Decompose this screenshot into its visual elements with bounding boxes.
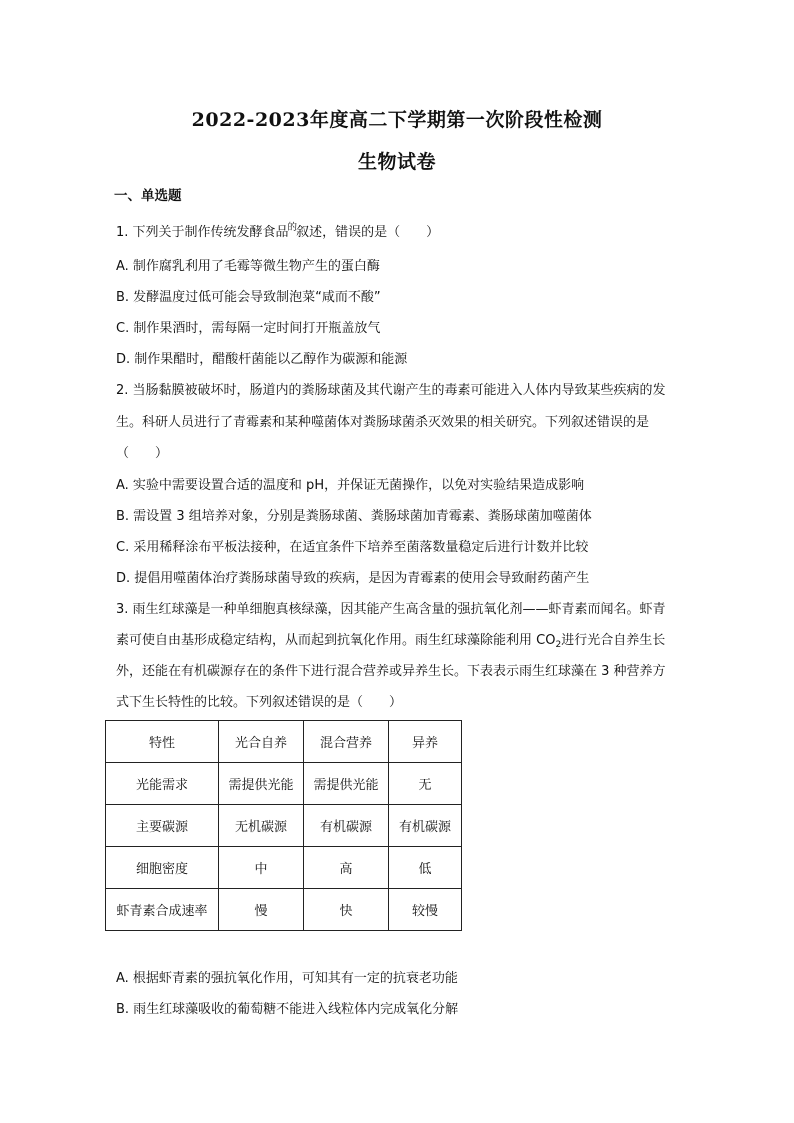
table-cell: 主要碳源 <box>106 805 219 847</box>
question-1-option-c[interactable]: C. 制作果酒时，需每隔一定时间打开瓶盖放气 <box>116 321 381 336</box>
question-3-option-a[interactable]: A. 根据虾青素的强抗氧化作用，可知其有一定的抗衰老功能 <box>116 971 458 986</box>
table-cell: 低 <box>389 847 462 889</box>
exam-subtitle: 生物试卷 <box>357 151 436 173</box>
table-cell: 有机碳源 <box>389 805 462 847</box>
question-3-stem-line-4: 式下生长特性的比较。下列叙述错误的是（ ） <box>116 695 403 710</box>
table-header-cell: 光合自养 <box>219 721 304 763</box>
growth-traits-table <box>105 720 462 931</box>
section-heading: 一、单选题 <box>114 188 182 204</box>
question-1-option-a[interactable]: A. 制作腐乳利用了毛霉等微生物产生的蛋白酶 <box>116 259 380 274</box>
table-row <box>106 847 462 889</box>
question-2-option-b[interactable]: B. 需设置 3 组培养对象，分别是粪肠球菌、粪肠球菌加青霉素、粪肠球菌加噬菌体 <box>116 509 592 524</box>
question-3-option-b[interactable]: B. 雨生红球藻吸收的葡萄糖不能进入线粒体内完成氧化分解 <box>116 1002 459 1017</box>
question-2-option-d[interactable]: D. 提倡用噬菌体治疗粪肠球菌导致的疾病，是因为青霉素的使用会导致耐药菌产生 <box>116 571 590 586</box>
table-cell: 有机碳源 <box>304 805 389 847</box>
table-row <box>106 763 462 805</box>
table-cell: 慢 <box>219 889 304 931</box>
question-2-stem-line-2: 生。科研人员进行了青霉素和某种噬菌体对粪肠球菌杀灭效果的相关研究。下列叙述错误的是 <box>116 415 650 430</box>
question-3-stem-line-2: 素可使自由基形成稳定结构，从而起到抗氧化作用。雨生红球藻除能利用 $CO_2$进行光合自养生长 <box>116 633 666 650</box>
table-cell: 虾青素合成速率 <box>106 889 219 931</box>
table-row <box>106 805 462 847</box>
table-header-cell: 异养 <box>389 721 462 763</box>
question-1-option-b[interactable]: B. 发酵温度过低可能会导致制泡菜“咸而不酸” <box>116 290 381 305</box>
question-2-stem-line-1: 2. 当肠黏膜被破坏时，肠道内的粪肠球菌及其代谢产生的毒素可能进入人体内导致某些疾病的发 <box>116 383 666 398</box>
table-cell: 无 <box>389 763 462 805</box>
table-header-row <box>106 721 462 763</box>
table-cell: 需提供光能 <box>304 763 389 805</box>
question-2-stem-line-3: （ ） <box>116 446 169 461</box>
question-3-stem-line-1: 3. 雨生红球藻是一种单细胞真核绿藻，因其能产生高含量的强抗氧化剂——虾青素而闻名。虾青 <box>116 602 666 617</box>
table-cell: 中 <box>219 847 304 889</box>
table-cell: 无机碳源 <box>219 805 304 847</box>
table-header-cell: 混合营养 <box>304 721 389 763</box>
table-row <box>106 889 462 931</box>
question-1-option-d[interactable]: D. 制作果醋时，醋酸杆菌能以乙醇作为碳源和能源 <box>116 352 408 367</box>
table-cell: 较慢 <box>389 889 462 931</box>
question-1-stem: 1. 下列关于制作传统发酵食品$^的$叙述，错误的是（ ） <box>116 222 440 240</box>
table-header-cell: 特性 <box>106 721 219 763</box>
table-cell: 细胞密度 <box>106 847 219 889</box>
question-2-option-c[interactable]: C. 采用稀释涂布平板法接种，在适宜条件下培养至菌落数量稳定后进行计数并比较 <box>116 540 589 555</box>
table-cell: 快 <box>304 889 389 931</box>
table-cell: 高 <box>304 847 389 889</box>
table-cell: 光能需求 <box>106 763 219 805</box>
exam-title: 2022-2023年度高二下学期第一次阶段性检测 <box>191 109 603 131</box>
table-cell: 需提供光能 <box>219 763 304 805</box>
question-3-stem-line-3: 外，还能在有机碳源存在的条件下进行混合营养或异养生长。下表表示雨生红球藻在 3 种营养方 <box>116 664 666 679</box>
question-2-option-a[interactable]: A. 实验中需要设置合适的温度和 pH，并保证无菌操作，以免对实验结果造成影响 <box>116 478 585 493</box>
